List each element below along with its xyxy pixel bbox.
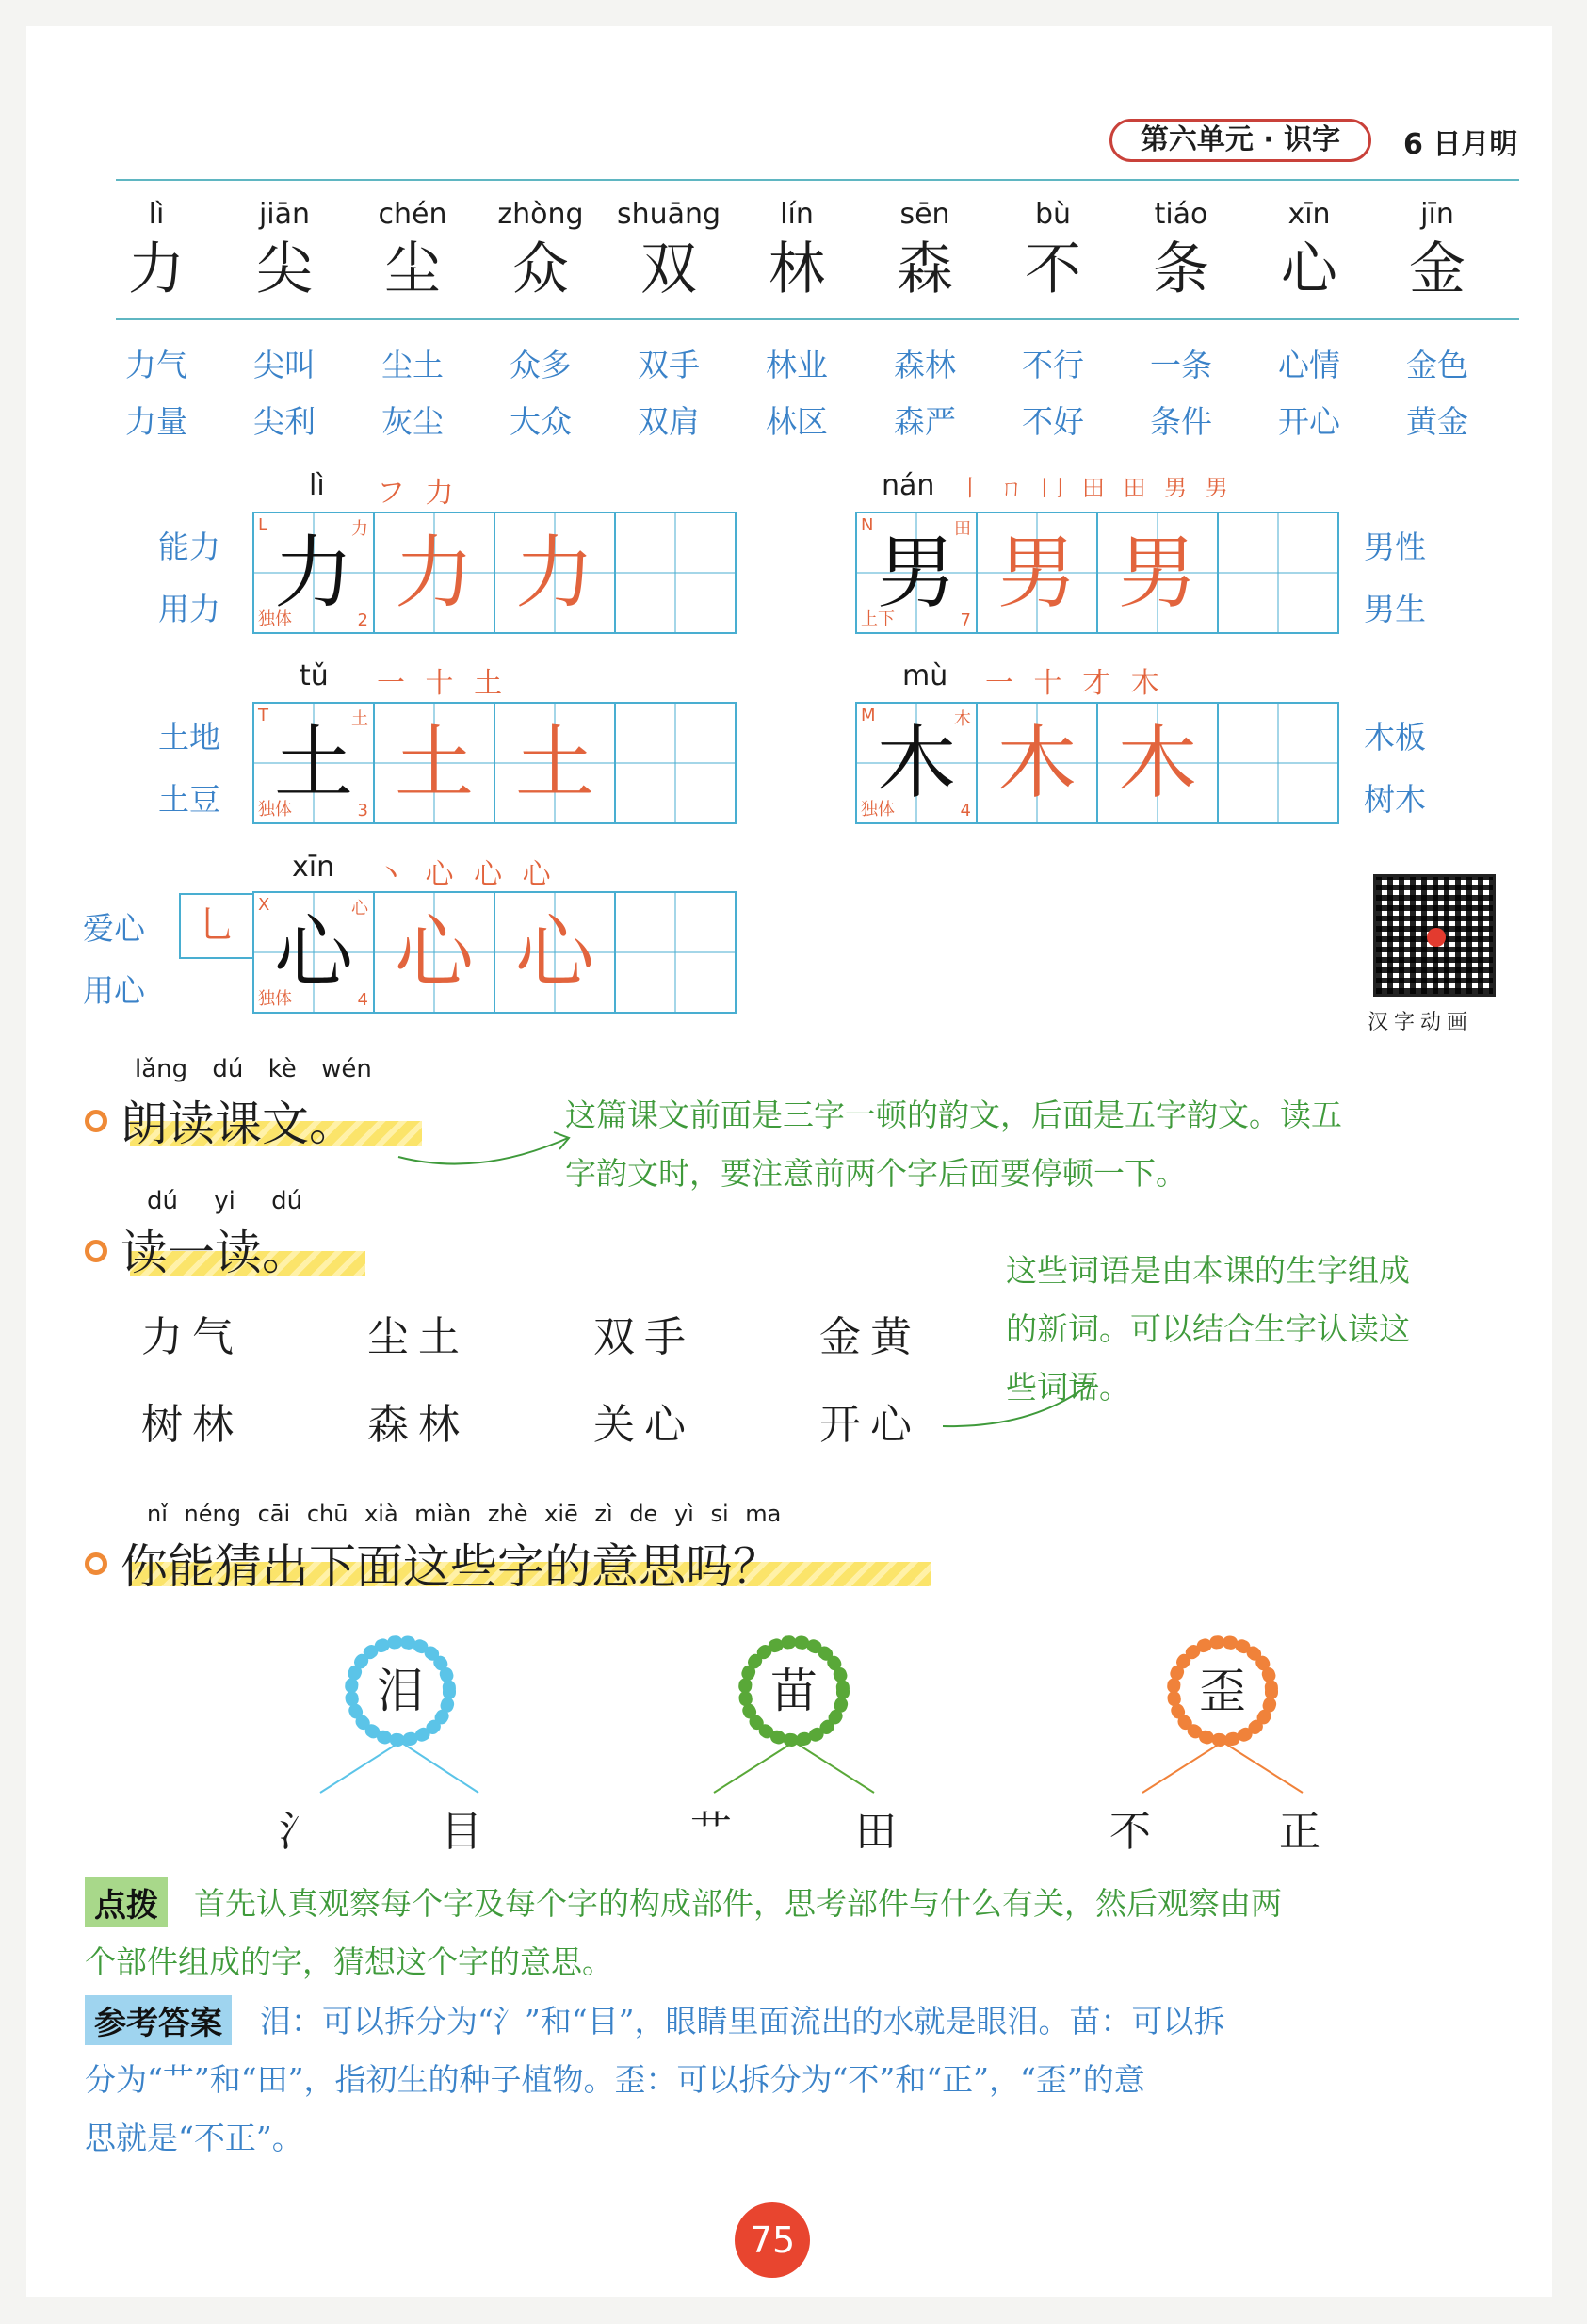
grid-cell[interactable] — [614, 702, 737, 824]
stroke-count: 4 — [357, 990, 368, 1010]
bullet-ring-icon — [85, 1110, 107, 1132]
word-col — [347, 337, 478, 450]
pinyin-initial: X — [258, 895, 270, 915]
pinyin: ma — [745, 1501, 782, 1527]
stroke-order: 丶 心 心 心 — [377, 858, 557, 891]
note-line: 这篇课文前面是三字一顿的韵文，后面是五字韵文。读五 — [565, 1097, 1342, 1133]
badge-char: 泪 — [377, 1664, 424, 1718]
trace-char: 力 — [394, 527, 474, 619]
section2-pinyin — [147, 1187, 302, 1215]
char-col — [1371, 196, 1503, 305]
pinyin: bù — [1034, 198, 1072, 231]
word: 用心 — [83, 972, 145, 1009]
pinyin: lín — [780, 198, 814, 231]
pinyin: néng — [184, 1501, 241, 1527]
pinyin: miàn — [414, 1501, 472, 1527]
pinyin: dú — [147, 1187, 178, 1215]
pinyin: lǎng — [135, 1055, 188, 1083]
grid-cell — [373, 891, 495, 1014]
stroke-order: 一 十 才 木 — [985, 667, 1165, 700]
answer-line: 泪：可以拆分为“氵”和“目”，眼睛里面流出的水就是眼泪。苗：可以拆 — [260, 2003, 1225, 2040]
section3-pinyin — [147, 1501, 781, 1527]
word-col — [1371, 337, 1503, 450]
trace-char: 力 — [514, 527, 594, 619]
tip-line: 首先认真观察每个字及每个字的构成部件，思考部件与什么有关，然后观察由两 — [194, 1885, 1282, 1922]
grid-cell — [252, 702, 375, 824]
vocab-word: 尘土 — [367, 1313, 469, 1361]
pinyin: wén — [321, 1055, 372, 1083]
model-char: 土 — [273, 717, 353, 809]
trace-char: 心 — [514, 906, 594, 999]
hanzi: 尘 — [384, 236, 441, 302]
grid-cell — [855, 512, 978, 634]
grid-words — [83, 898, 145, 1022]
stroke-count: 4 — [960, 801, 971, 821]
word: 用力 — [158, 591, 220, 627]
tip-line: 个部件组成的字，猜想这个字的意思。 — [85, 1943, 613, 1980]
grid-cell — [252, 512, 375, 634]
note-line: 的新词。可以结合生字认读这 — [1006, 1310, 1410, 1347]
word: 男生 — [1364, 591, 1426, 627]
pinyin: shuāng — [616, 198, 721, 231]
model-char: 心 — [273, 906, 353, 999]
pinyin: de — [629, 1501, 658, 1527]
trace-char: 心 — [394, 906, 474, 999]
trace-char: 木 — [996, 717, 1077, 809]
badge-char: 苗 — [770, 1664, 818, 1718]
vocab-word: 森林 — [367, 1401, 469, 1449]
pinyin-initial: L — [258, 515, 268, 535]
pinyin: jīn — [1420, 198, 1454, 231]
word: 木板 — [1364, 719, 1426, 756]
note-line: 这些词语是由本课的生字组成 — [1006, 1252, 1410, 1289]
char-col — [475, 196, 607, 305]
word: 森林 — [894, 347, 956, 383]
grid-pinyin: xīn — [292, 851, 335, 884]
pinyin: xiē — [544, 1501, 578, 1527]
hanzi: 心 — [1281, 236, 1337, 302]
radical: 田 — [954, 519, 971, 539]
word: 力气 — [125, 347, 187, 383]
word: 一条 — [1150, 347, 1212, 383]
word: 男性 — [1364, 528, 1426, 565]
char-badge — [742, 1639, 846, 1743]
word: 灰尘 — [381, 403, 444, 440]
pinyin: dú — [271, 1187, 303, 1215]
badge-char: 歪 — [1199, 1664, 1246, 1718]
component-left: 氵 — [279, 1808, 320, 1856]
structure: 独体 — [258, 800, 292, 820]
word-col — [90, 337, 222, 450]
word: 尘土 — [381, 347, 444, 383]
char-col — [219, 196, 350, 305]
model-char: 男 — [876, 527, 956, 619]
trace-char: 男 — [1117, 527, 1197, 619]
vocab-word: 金黄 — [819, 1313, 921, 1361]
word-col — [1243, 337, 1375, 450]
hanzi: 金 — [1409, 236, 1466, 302]
stroke-order: フ 力 — [377, 477, 460, 510]
char-col — [603, 196, 735, 305]
divider-mid — [116, 318, 1519, 320]
pinyin: jiān — [258, 198, 311, 231]
pinyin: xià — [364, 1501, 398, 1527]
word-col — [987, 337, 1119, 450]
hanzi: 众 — [512, 236, 569, 302]
radical: 力 — [351, 519, 368, 539]
unit-label: 第六单元 · 识字 — [1109, 119, 1371, 162]
char-col — [1115, 196, 1247, 305]
word: 力量 — [125, 403, 187, 440]
section1-pinyin — [135, 1055, 372, 1083]
writing-grid — [855, 512, 1337, 634]
hanzi: 林 — [769, 236, 825, 302]
char-badge — [1171, 1639, 1274, 1743]
hanzi: 双 — [640, 236, 697, 302]
pinyin: si — [710, 1501, 729, 1527]
hanzi: 力 — [128, 236, 185, 302]
word: 土豆 — [158, 781, 220, 818]
structure: 独体 — [258, 989, 292, 1009]
note-line: 些词语。 — [1006, 1369, 1130, 1406]
component-right: 目 — [441, 1808, 482, 1856]
writing-grid — [252, 702, 735, 824]
char-col — [987, 196, 1119, 305]
grid-cell[interactable] — [614, 512, 737, 634]
divider-top — [116, 179, 1519, 181]
grid-cell[interactable] — [1217, 702, 1339, 824]
pinyin-initial: N — [861, 515, 874, 535]
word: 能力 — [158, 528, 220, 565]
pinyin: xīn — [1287, 198, 1331, 231]
grid-words — [158, 707, 220, 831]
stroke-order: 一 十 土 — [377, 667, 509, 700]
page-number: 75 — [735, 2202, 810, 2278]
grid-cell — [494, 702, 616, 824]
writing-grid — [252, 891, 735, 1014]
word: 条件 — [1150, 403, 1212, 440]
answer-label: 参考答案 — [85, 1995, 232, 2045]
section2-title: 读一读。 — [121, 1226, 309, 1280]
model-char: 木 — [876, 717, 956, 809]
pinyin: zì — [594, 1501, 613, 1527]
vocab-word: 双手 — [593, 1313, 695, 1361]
word: 尖叫 — [253, 347, 316, 383]
bullet-ring-icon — [85, 1552, 107, 1575]
pinyin: cāi — [257, 1501, 291, 1527]
pinyin: dú — [212, 1055, 244, 1083]
word: 不好 — [1022, 403, 1084, 440]
grid-words — [158, 516, 220, 641]
word-col — [603, 337, 735, 450]
char-col — [1243, 196, 1375, 305]
word: 尖利 — [253, 403, 316, 440]
char-col — [731, 196, 863, 305]
trace-char: 男 — [996, 527, 1077, 619]
trace-char: 土 — [514, 717, 594, 809]
hanzi: 条 — [1153, 236, 1209, 302]
qr-code[interactable] — [1373, 874, 1496, 997]
pinyin: yì — [673, 1501, 694, 1527]
bullet-ring-icon — [85, 1240, 107, 1262]
word: 众多 — [510, 347, 572, 383]
pinyin: chén — [378, 198, 447, 231]
word-col — [859, 337, 991, 450]
trace-char: 木 — [1117, 717, 1197, 809]
pinyin: chū — [306, 1501, 348, 1527]
answer-line: 分为“艹”和“田”，指初生的种子植物。歪：可以拆分为“不”和“正”，“歪”的意 — [85, 2061, 1145, 2098]
pinyin: zhòng — [497, 198, 584, 231]
grid-words — [1364, 707, 1426, 831]
pinyin-initial: M — [861, 706, 876, 725]
grid-cell[interactable] — [1217, 512, 1339, 634]
textbook-page — [26, 26, 1552, 2297]
qr-label: 汉字动画 — [1368, 1011, 1474, 1034]
grid-cell — [976, 702, 1098, 824]
word: 金色 — [1406, 347, 1468, 383]
arrow-icon — [394, 1119, 582, 1176]
qr-logo-icon — [1427, 928, 1446, 947]
structure: 独体 — [861, 800, 895, 820]
extra-stroke-box: 乚 — [179, 893, 254, 959]
word-col — [475, 337, 607, 450]
grid-cell — [1096, 702, 1219, 824]
word-col — [731, 337, 863, 450]
word: 爱心 — [83, 910, 145, 947]
tip-label: 点拨 — [85, 1877, 168, 1927]
hanzi: 森 — [897, 236, 953, 302]
trace-char: 土 — [394, 717, 474, 809]
word: 森严 — [894, 403, 956, 440]
pinyin-initial: T — [258, 706, 268, 725]
radical: 木 — [954, 709, 971, 729]
pinyin: kè — [267, 1055, 297, 1083]
word: 不行 — [1022, 347, 1084, 383]
answer-line: 思就是“不正”。 — [85, 2120, 303, 2156]
hanzi: 不 — [1025, 236, 1081, 302]
pinyin: nǐ — [147, 1501, 168, 1527]
char-badge — [348, 1639, 452, 1743]
pinyin: tiáo — [1154, 198, 1208, 231]
writing-grid — [252, 512, 735, 634]
note-line: 字韵文时，要注意前两个字后面要停顿一下。 — [565, 1155, 1187, 1192]
word: 林区 — [766, 403, 828, 440]
word: 林业 — [766, 347, 828, 383]
grid-cell — [252, 891, 375, 1014]
component-left: 不 — [1109, 1808, 1151, 1856]
stroke-count: 7 — [960, 610, 971, 630]
stroke-count: 2 — [357, 610, 368, 630]
component-left: 艹 — [690, 1808, 732, 1856]
word: 树木 — [1364, 781, 1426, 818]
component-right: 田 — [855, 1808, 897, 1856]
char-col — [859, 196, 991, 305]
vocab-word: 关心 — [593, 1401, 695, 1449]
pinyin: sēn — [899, 198, 950, 231]
grid-cell — [1096, 512, 1219, 634]
grid-cell — [494, 512, 616, 634]
word: 土地 — [158, 719, 220, 756]
vocab-word: 力气 — [141, 1313, 243, 1361]
word: 双手 — [638, 347, 700, 383]
hanzi: 尖 — [256, 236, 313, 302]
grid-pinyin: nán — [882, 469, 935, 502]
section1-note — [565, 1086, 1342, 1203]
grid-cell[interactable] — [614, 891, 737, 1014]
section3-title: 你能猜出下面这些字的意思吗？ — [121, 1539, 780, 1594]
component-right: 正 — [1279, 1808, 1320, 1856]
grid-cell — [855, 702, 978, 824]
pinyin: zhè — [487, 1501, 528, 1527]
stroke-count: 3 — [357, 801, 368, 821]
structure: 独体 — [258, 609, 292, 629]
vocab-word: 开心 — [819, 1401, 921, 1449]
radical: 土 — [351, 709, 368, 729]
section2-note — [1006, 1242, 1410, 1417]
word: 黄金 — [1406, 403, 1468, 440]
char-col — [347, 196, 478, 305]
grid-pinyin: lì — [309, 469, 325, 502]
radical: 心 — [351, 899, 368, 918]
lesson-title: 6 日月明 — [1403, 128, 1518, 161]
grid-cell — [494, 891, 616, 1014]
word: 心情 — [1278, 347, 1340, 383]
grid-cell — [373, 512, 495, 634]
structure: 上下 — [861, 609, 895, 629]
grid-cell — [976, 512, 1098, 634]
grid-cell — [373, 702, 495, 824]
word: 大众 — [510, 403, 572, 440]
grid-pinyin: tǔ — [300, 659, 329, 692]
char-col — [90, 196, 222, 305]
word-col — [219, 337, 350, 450]
section1-title: 朗读课文。 — [121, 1097, 356, 1151]
vocab-word: 树林 — [141, 1401, 243, 1449]
word: 开心 — [1278, 403, 1340, 440]
word-col — [1115, 337, 1247, 450]
writing-grid — [855, 702, 1337, 824]
grid-words — [1364, 516, 1426, 641]
stroke-order: 丨 ㄇ 冂 田 田 男 男 — [959, 475, 1234, 501]
pinyin: yi — [214, 1187, 235, 1215]
word: 双肩 — [638, 403, 700, 440]
model-char: 力 — [273, 527, 353, 619]
grid-pinyin: mù — [902, 659, 948, 692]
pinyin: lì — [148, 198, 165, 231]
